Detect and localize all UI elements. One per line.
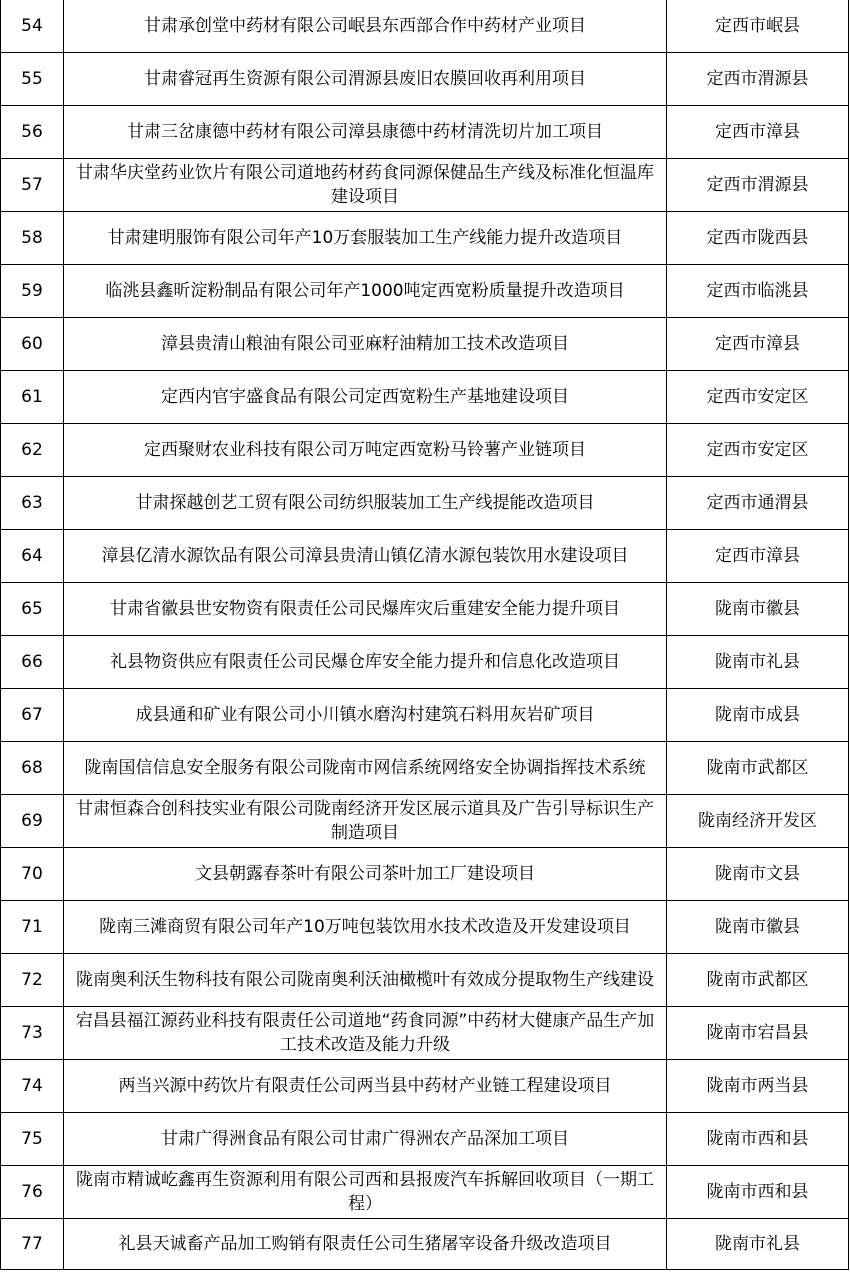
row-number-cell: 74 bbox=[1, 1060, 64, 1113]
table-row bbox=[1, 212, 849, 265]
row-number-cell: 64 bbox=[1, 530, 64, 583]
project-name-cell: 甘肃恒森合创科技实业有限公司陇南经济开发区展示道具及广告引导标识生产制造项目 bbox=[64, 795, 667, 848]
region-cell: 定西市安定区 bbox=[667, 371, 849, 424]
row-number-cell: 71 bbox=[1, 901, 64, 954]
row-number-cell: 63 bbox=[1, 477, 64, 530]
table-row bbox=[1, 689, 849, 742]
table-row bbox=[1, 371, 849, 424]
region-cell: 陇南市徽县 bbox=[667, 583, 849, 636]
row-number-cell: 59 bbox=[1, 265, 64, 318]
project-name-cell: 甘肃华庆堂药业饮片有限公司道地药材药食同源保健品生产线及标准化恒温库建设项目 bbox=[64, 159, 667, 212]
project-name-cell: 定西聚财农业科技有限公司万吨定西宽粉马铃薯产业链项目 bbox=[64, 424, 667, 477]
row-number-cell: 57 bbox=[1, 159, 64, 212]
region-cell: 定西市渭源县 bbox=[667, 159, 849, 212]
project-table-body bbox=[1, 0, 849, 1270]
row-number-cell: 58 bbox=[1, 212, 64, 265]
region-cell: 定西市漳县 bbox=[667, 318, 849, 371]
project-name-cell: 漳县亿清水源饮品有限公司漳县贵清山镇亿清水源包装饮用水建设项目 bbox=[64, 530, 667, 583]
region-cell: 定西市漳县 bbox=[667, 106, 849, 159]
table-row bbox=[1, 53, 849, 106]
row-number-cell: 77 bbox=[1, 1219, 64, 1270]
region-cell: 定西市漳县 bbox=[667, 530, 849, 583]
row-number-cell: 73 bbox=[1, 1007, 64, 1060]
row-number-cell: 56 bbox=[1, 106, 64, 159]
row-number-cell: 55 bbox=[1, 53, 64, 106]
project-name-cell: 甘肃广得洲食品有限公司甘肃广得洲农产品深加工项目 bbox=[64, 1113, 667, 1166]
region-cell: 陇南市礼县 bbox=[667, 1219, 849, 1270]
table-row bbox=[1, 0, 849, 53]
table-row bbox=[1, 1060, 849, 1113]
row-number-cell: 72 bbox=[1, 954, 64, 1007]
table-row bbox=[1, 742, 849, 795]
row-number-cell: 70 bbox=[1, 848, 64, 901]
row-number-cell: 67 bbox=[1, 689, 64, 742]
table-row bbox=[1, 1166, 849, 1219]
row-number-cell: 68 bbox=[1, 742, 64, 795]
project-name-cell: 甘肃三岔康德中药材有限公司漳县康德中药材清洗切片加工项目 bbox=[64, 106, 667, 159]
region-cell: 陇南市武都区 bbox=[667, 954, 849, 1007]
region-cell: 定西市临洮县 bbox=[667, 265, 849, 318]
region-cell: 定西市安定区 bbox=[667, 424, 849, 477]
project-name-cell: 漳县贵清山粮油有限公司亚麻籽油精加工技术改造项目 bbox=[64, 318, 667, 371]
project-name-cell: 成县通和矿业有限公司小川镇水磨沟村建筑石料用灰岩矿项目 bbox=[64, 689, 667, 742]
table-row bbox=[1, 636, 849, 689]
row-number-cell: 66 bbox=[1, 636, 64, 689]
table-row bbox=[1, 424, 849, 477]
table-row bbox=[1, 1007, 849, 1060]
project-name-cell: 宕昌县福江源药业科技有限责任公司道地“药食同源”中药材大健康产品生产加工技术改造及能力升级 bbox=[64, 1007, 667, 1060]
project-name-cell: 甘肃探越创艺工贸有限公司纺织服装加工生产线提能改造项目 bbox=[64, 477, 667, 530]
table-row bbox=[1, 159, 849, 212]
project-name-cell: 陇南市精诚屹鑫再生资源利用有限公司西和县报废汽车拆解回收项目（一期工程） bbox=[64, 1166, 667, 1219]
project-name-cell: 陇南三滩商贸有限公司年产10万吨包装饮用水技术改造及开发建设项目 bbox=[64, 901, 667, 954]
table-row bbox=[1, 848, 849, 901]
region-cell: 定西市岷县 bbox=[667, 0, 849, 53]
table-row bbox=[1, 265, 849, 318]
table-row bbox=[1, 1219, 849, 1270]
project-name-cell: 文县朝露春茶叶有限公司茶叶加工厂建设项目 bbox=[64, 848, 667, 901]
region-cell: 陇南市礼县 bbox=[667, 636, 849, 689]
table-row bbox=[1, 530, 849, 583]
project-name-cell: 甘肃承创堂中药材有限公司岷县东西部合作中药材产业项目 bbox=[64, 0, 667, 53]
region-cell: 定西市陇西县 bbox=[667, 212, 849, 265]
region-cell: 陇南市西和县 bbox=[667, 1166, 849, 1219]
row-number-cell: 62 bbox=[1, 424, 64, 477]
project-name-cell: 临洮县鑫昕淀粉制品有限公司年产1000吨定西宽粉质量提升改造项目 bbox=[64, 265, 667, 318]
row-number-cell: 69 bbox=[1, 795, 64, 848]
region-cell: 陇南市文县 bbox=[667, 848, 849, 901]
project-name-cell: 甘肃建明服饰有限公司年产10万套服装加工生产线能力提升改造项目 bbox=[64, 212, 667, 265]
table-row bbox=[1, 106, 849, 159]
project-name-cell: 定西内官宇盛食品有限公司定西宽粉生产基地建设项目 bbox=[64, 371, 667, 424]
row-number-cell: 75 bbox=[1, 1113, 64, 1166]
project-name-cell: 甘肃睿冠再生资源有限公司渭源县废旧农膜回收再利用项目 bbox=[64, 53, 667, 106]
region-cell: 陇南市徽县 bbox=[667, 901, 849, 954]
row-number-cell: 61 bbox=[1, 371, 64, 424]
region-cell: 定西市渭源县 bbox=[667, 53, 849, 106]
region-cell: 陇南市宕昌县 bbox=[667, 1007, 849, 1060]
region-cell: 定西市通渭县 bbox=[667, 477, 849, 530]
table-row bbox=[1, 318, 849, 371]
region-cell: 陇南市成县 bbox=[667, 689, 849, 742]
region-cell: 陇南市两当县 bbox=[667, 1060, 849, 1113]
project-name-cell: 礼县天诚畜产品加工购销有限责任公司生猪屠宰设备升级改造项目 bbox=[64, 1219, 667, 1270]
project-name-cell: 陇南国信信息安全服务有限公司陇南市网信系统网络安全协调指挥技术系统 bbox=[64, 742, 667, 795]
row-number-cell: 76 bbox=[1, 1166, 64, 1219]
table-row bbox=[1, 795, 849, 848]
region-cell: 陇南市西和县 bbox=[667, 1113, 849, 1166]
table-row bbox=[1, 583, 849, 636]
project-name-cell: 礼县物资供应有限责任公司民爆仓库安全能力提升和信息化改造项目 bbox=[64, 636, 667, 689]
row-number-cell: 65 bbox=[1, 583, 64, 636]
table-row bbox=[1, 1113, 849, 1166]
table-row bbox=[1, 954, 849, 1007]
project-name-cell: 陇南奥利沃生物科技有限公司陇南奥利沃油橄榄叶有效成分提取物生产线建设 bbox=[64, 954, 667, 1007]
project-name-cell: 甘肃省徽县世安物资有限责任公司民爆库灾后重建安全能力提升项目 bbox=[64, 583, 667, 636]
region-cell: 陇南经济开发区 bbox=[667, 795, 849, 848]
row-number-cell: 54 bbox=[1, 0, 64, 53]
row-number-cell: 60 bbox=[1, 318, 64, 371]
project-name-cell: 两当兴源中药饮片有限责任公司两当县中药材产业链工程建设项目 bbox=[64, 1060, 667, 1113]
table-row bbox=[1, 477, 849, 530]
table-row bbox=[1, 901, 849, 954]
region-cell: 陇南市武都区 bbox=[667, 742, 849, 795]
